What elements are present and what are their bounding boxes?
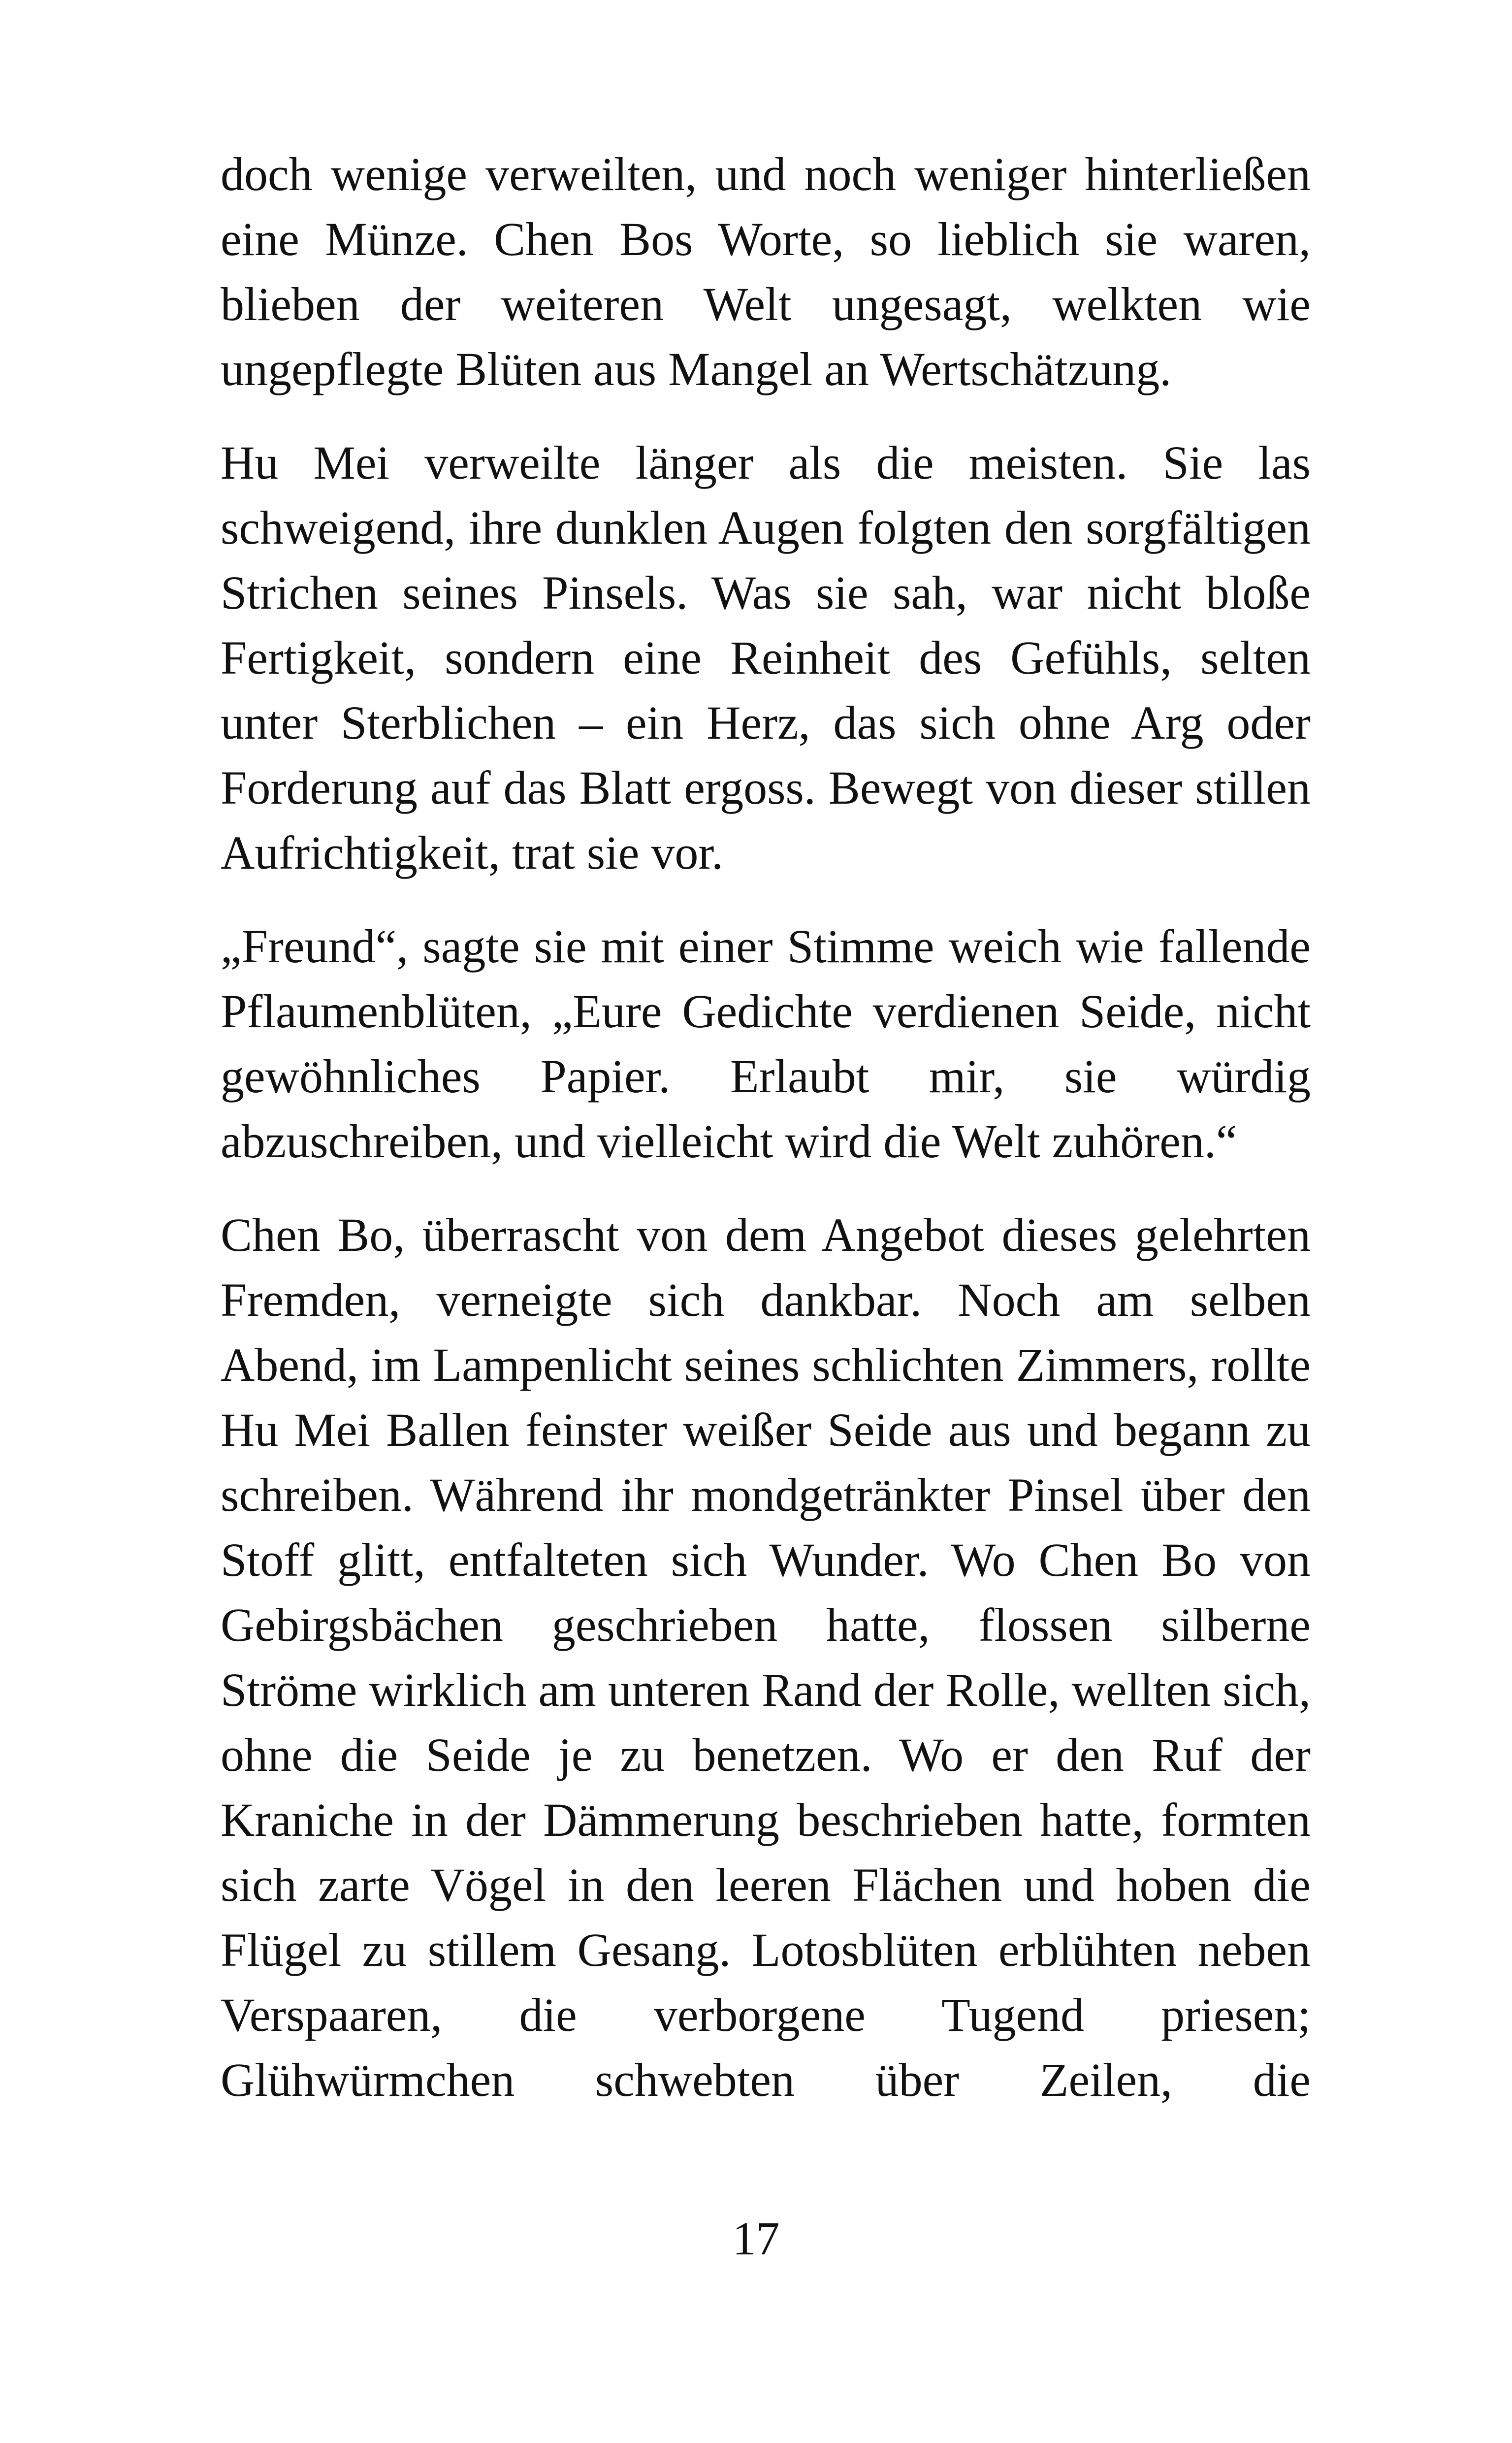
body-text <box>221 142 1311 2141</box>
text-line: Kraniche in der Dämmerung beschrieben hatte, formten <box>221 1793 1311 1846</box>
text-line: Ströme wirklich am unteren Rand der Rolle, wellten sich, <box>221 1663 1311 1716</box>
paragraph-1 <box>221 142 1311 402</box>
text-line: Verspaaren, die verborgene Tugend priesen; <box>221 1988 1311 2041</box>
text-line: unter Sterblichen – ein Herz, das sich ohne Arg oder <box>221 696 1311 749</box>
text-line: Forderung auf das Blatt ergoss. Bewegt von dieser stillen <box>221 761 1311 814</box>
text-line: Fertigkeit, sondern eine Reinheit des Gefühls, selten <box>221 631 1311 684</box>
text-line: Stoff glitt, entfalteten sich Wunder. Wo Chen Bo von <box>221 1533 1311 1586</box>
text-line: doch wenige verweilten, und noch weniger hinterließen <box>221 148 1311 200</box>
paragraph-3 <box>221 914 1311 1174</box>
text-line: blieben der weiteren Welt ungesagt, welkten wie <box>221 278 1311 330</box>
text-line: gewöhnliches Papier. Erlaubt mir, sie würdig <box>221 1050 1311 1103</box>
text-line: abzuschreiben, und vielleicht wird die Welt zuhören.“ <box>221 1115 1237 1168</box>
text-line: schreiben. Während ihr mondgetränkter Pinsel über den <box>221 1468 1311 1521</box>
paragraph-2 <box>221 430 1311 885</box>
text-line: Pflaumenblüten, „Eure Gedichte verdienen Seide, nicht <box>221 985 1311 1038</box>
text-line: eine Münze. Chen Bos Worte, so lieblich sie waren, <box>221 213 1311 265</box>
text-line: sich zarte Vögel in den leeren Flächen und hoben die <box>221 1858 1311 1911</box>
text-line: Gebirgsbächen geschrieben hatte, flossen silberne <box>221 1598 1311 1651</box>
text-line: Strichen seines Pinsels. Was sie sah, war nicht bloße <box>221 566 1311 619</box>
paragraph-4 <box>221 1203 1311 2113</box>
text-line: Aufrichtigkeit, trat sie vor. <box>221 826 724 879</box>
text-line: schweigend, ihre dunklen Augen folgten den sorgfältigen <box>221 501 1311 554</box>
text-line: „Freund“, sagte sie mit einer Stimme weich wie fallende <box>221 920 1311 973</box>
text-line: Hu Mei Ballen feinster weißer Seide aus und begann zu <box>221 1403 1311 1456</box>
text-line: Glühwürmchen schwebten über Zeilen, die <box>221 2053 1311 2106</box>
text-line: Chen Bo, überrascht von dem Angebot dieses gelehrten <box>221 1208 1311 1261</box>
text-line: ohne die Seide je zu benetzen. Wo er den Ruf der <box>221 1728 1311 1781</box>
text-line: Flügel zu stillem Gesang. Lotosblüten erblühten neben <box>221 1923 1311 1976</box>
text-line: Hu Mei verweilte länger als die meisten. Sie las <box>221 436 1311 489</box>
text-line: ungepflegte Blüten aus Mangel an Wertschätzung. <box>221 343 1172 395</box>
text-line: Fremden, verneigte sich dankbar. Noch am selben <box>221 1273 1311 1326</box>
text-line: Abend, im Lampenlicht seines schlichten Zimmers, rollte <box>221 1338 1311 1391</box>
page-number: 17 <box>732 2212 780 2265</box>
